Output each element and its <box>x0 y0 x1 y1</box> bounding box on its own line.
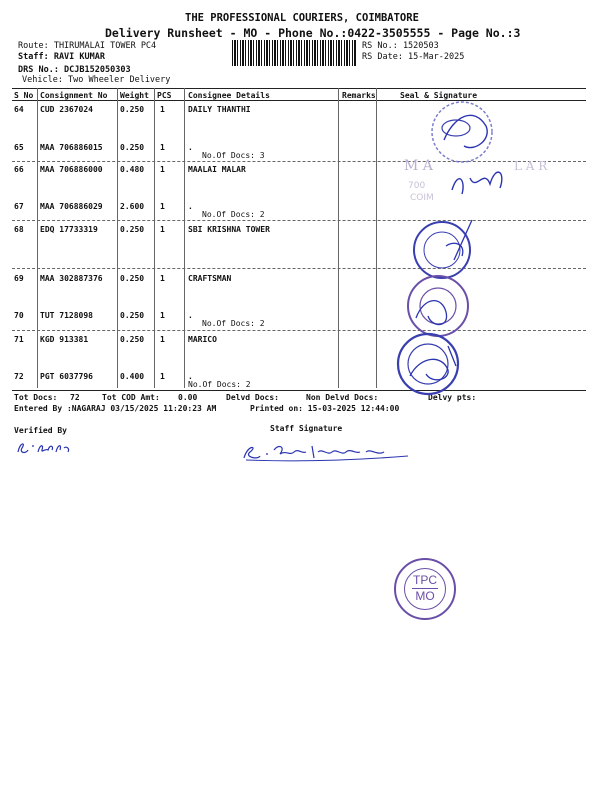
vehicle-label: Vehicle: Two Wheeler Delivery <box>22 75 171 85</box>
marico-stamp-icon <box>386 326 476 398</box>
row-71-cons: KGD 913381 <box>40 335 89 344</box>
row-72-details: . <box>188 372 193 381</box>
row-72-weight: 0.400 <box>120 372 145 381</box>
row-72-sno: 72 <box>14 372 24 381</box>
verified-by-label: Verified By <box>14 426 67 435</box>
tot-cod-label: Tot COD Amt: <box>102 393 160 402</box>
row-66-details: MAALAI MALAR <box>188 165 246 174</box>
row-67-sno: 67 <box>14 202 24 211</box>
row-71-weight: 0.250 <box>120 335 145 344</box>
tpc-stamp-top: TPC <box>413 573 437 587</box>
row-65-details: . <box>188 143 193 152</box>
row-70-details: . <box>188 311 193 320</box>
col-pcs: PCS <box>157 91 172 100</box>
barcode <box>232 40 356 66</box>
row-64-cons: CUD 2367024 <box>40 105 93 114</box>
row-68-sno: 68 <box>14 225 24 234</box>
company-title: THE PROFESSIONAL COURIERS, COIMBATORE <box>185 12 419 24</box>
staff-signature-icon <box>238 440 418 466</box>
non-delvd-docs-label: Non Delvd Docs: <box>306 393 379 402</box>
row-71-details: MARICO <box>188 335 217 344</box>
delvy-pts-label: Delvy pts: <box>428 393 477 402</box>
row-65-pcs: 1 <box>160 143 165 152</box>
staff-signature-label: Staff Signature <box>270 424 343 433</box>
tot-docs-label: Tot Docs: <box>14 393 58 402</box>
tpc-mo-stamp <box>394 558 456 620</box>
verified-signature-icon <box>14 438 74 458</box>
svg-text:L A R: L A R <box>514 159 548 173</box>
svg-text:COIM: COIM <box>410 193 434 203</box>
row-66-sno: 66 <box>14 165 24 174</box>
row-64-sno: 64 <box>14 105 24 114</box>
col-consignment: Consignment No <box>40 91 108 100</box>
row-68-details: SBI KRISHNA TOWER <box>188 225 270 234</box>
row-69-pcs: 1 <box>160 274 165 283</box>
row-64-pcs: 1 <box>160 105 165 114</box>
row-70-weight: 0.250 <box>120 311 145 320</box>
col-sno: S No <box>14 91 34 100</box>
row-72-docs: No.Of Docs: 2 <box>188 380 251 389</box>
rs-no-label: RS No.: 1520503 <box>362 41 439 51</box>
row-65-cons: MAA 706886015 <box>40 143 103 152</box>
staff-label: Staff: RAVI KUMAR <box>18 52 105 62</box>
row-69-sno: 69 <box>14 274 24 283</box>
row-67-details: . <box>188 202 193 211</box>
printed-on: Printed on: 15-03-2025 12:44:00 <box>250 404 400 413</box>
tot-docs-value: 72 <box>70 393 80 402</box>
row-66-weight: 0.480 <box>120 165 145 174</box>
row-67-pcs: 1 <box>160 202 165 211</box>
svg-text:700: 700 <box>408 181 426 191</box>
row-70-cons: TUT 7128098 <box>40 311 93 320</box>
row-68-weight: 0.250 <box>120 225 145 234</box>
tpc-stamp-bottom: MO <box>415 589 435 603</box>
row-68-cons: EDQ 17733319 <box>40 225 98 234</box>
row-67-docs: No.Of Docs: 2 <box>202 210 265 219</box>
rs-date-label: RS Date: 15-Mar-2025 <box>362 52 465 62</box>
row-69-cons: MAA 302887376 <box>40 274 103 283</box>
col-consignee: Consignee Details <box>188 91 270 100</box>
row-67-cons: MAA 706886029 <box>40 202 103 211</box>
row-67-weight: 2.600 <box>120 202 145 211</box>
row-71-pcs: 1 <box>160 335 165 344</box>
row-65-docs: No.Of Docs: 3 <box>202 151 265 160</box>
col-seal: Seal & Signature <box>400 91 478 100</box>
row-65-weight: 0.250 <box>120 143 145 152</box>
row-72-cons: PGT 6037796 <box>40 372 93 381</box>
row-69-weight: 0.250 <box>120 274 145 283</box>
svg-text:M A: M A <box>404 158 433 174</box>
row-64-weight: 0.250 <box>120 105 145 114</box>
row-64-details: DAILY THANTHI <box>188 105 251 114</box>
drs-label: DRS No.: DCJB152050303 <box>18 65 131 75</box>
maalai-malar-stamp-icon <box>396 150 576 210</box>
col-weight: Weight <box>120 91 149 100</box>
row-66-pcs: 1 <box>160 165 165 174</box>
col-remarks: Remarks <box>342 91 376 100</box>
runsheet-subtitle: Delivery Runsheet - MO - Phone No.:0422-3505555 - Page No.:3 <box>105 26 521 40</box>
tot-cod-value: 0.00 <box>178 393 198 402</box>
row-66-cons: MAA 706886000 <box>40 165 103 174</box>
row-69-details: CRAFTSMAN <box>188 274 232 283</box>
entered-by: Entered By :NAGARAJ 03/15/2025 11:20:23 AM <box>14 404 217 413</box>
row-70-pcs: 1 <box>160 311 165 320</box>
row-65-sno: 65 <box>14 143 24 152</box>
row-68-pcs: 1 <box>160 225 165 234</box>
row-71-sno: 71 <box>14 335 24 344</box>
row-70-docs: No.Of Docs: 2 <box>202 319 265 328</box>
delvd-docs-label: Delvd Docs: <box>226 393 279 402</box>
row-70-sno: 70 <box>14 311 24 320</box>
route-label: Route: THIRUMALAI TOWER PC4 <box>18 41 157 51</box>
row-72-pcs: 1 <box>160 372 165 381</box>
